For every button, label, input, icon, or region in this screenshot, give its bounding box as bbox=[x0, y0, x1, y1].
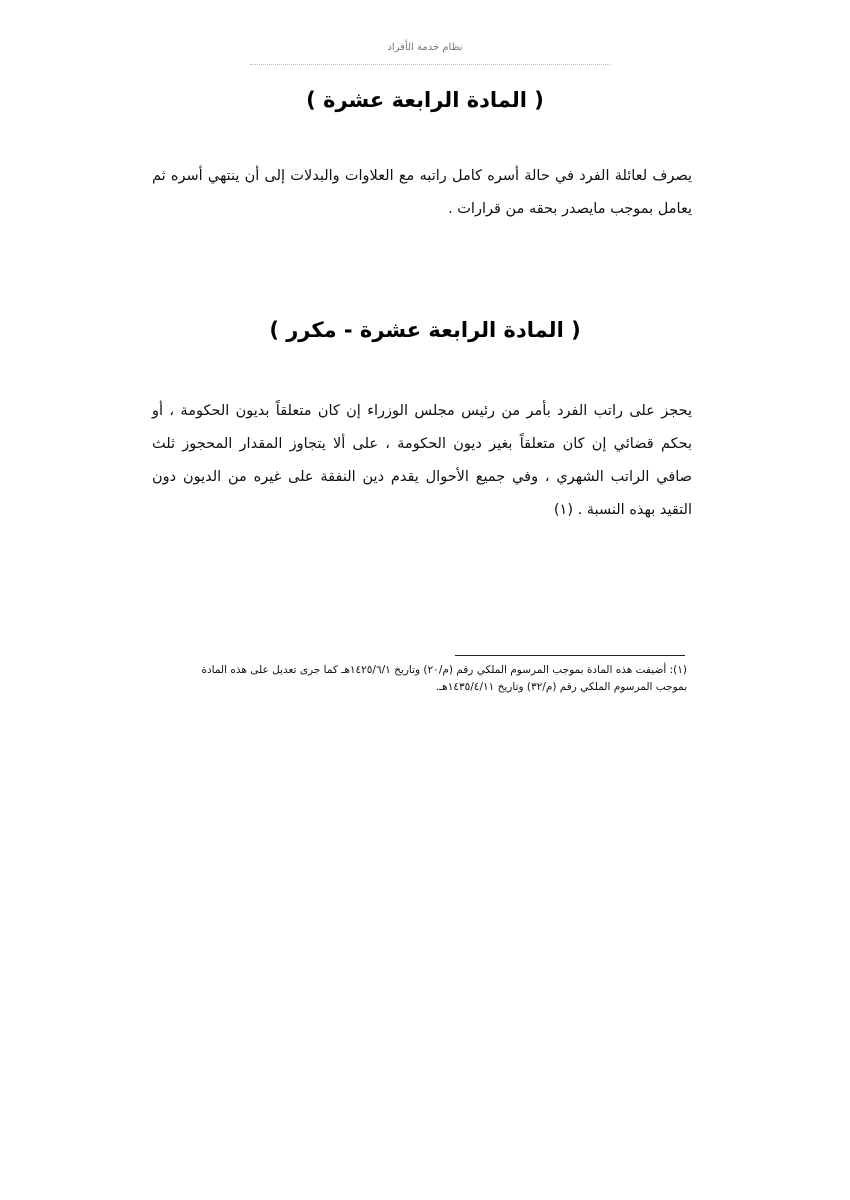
header-divider bbox=[250, 64, 610, 65]
running-header: نظام خدمة الأفراد bbox=[387, 42, 463, 53]
footnote-divider bbox=[455, 655, 685, 656]
article-14-bis-body: يحجز على راتب الفرد بأمر من رئيس مجلس الوزراء إن كان متعلقاً بديون الحكومة ، أو بحكم قضائي إن كان متعلقاً بغير ديون الحكومة ، على ألا يتجاوز المقدار المحجوز ثلث صافي الراتب الشهري ، وفي جميع الأحوال يقدم دين النفقة على غيره من الديون دون التقيد بهذه النسبة . (١) bbox=[152, 403, 692, 518]
article-14-body: يصرف لعائلة الفرد في حالة أسره كامل راتبه مع العلاوات والبدلات إلى أن ينتهي أسره ثم يعامل بموجب مايصدر بحقه من قرارات . bbox=[152, 168, 692, 217]
article-14-bis-heading: ( المادة الرابعة عشرة - مكرر ) bbox=[269, 318, 581, 342]
article-14-heading: ( المادة الرابعة عشرة ) bbox=[306, 88, 544, 112]
footnote: (١): أضيفت هذه المادة بموجب المرسوم الملكي رقم (م/٢٠) وتاريخ ١٤٢٥/٦/١هـ كما جرى تعديل على هذه المادة بموجب المرسوم الملكي رقم (م/٣٢) وتاريخ ١٤٣٥/٤/١١هـ. bbox=[201, 664, 687, 693]
